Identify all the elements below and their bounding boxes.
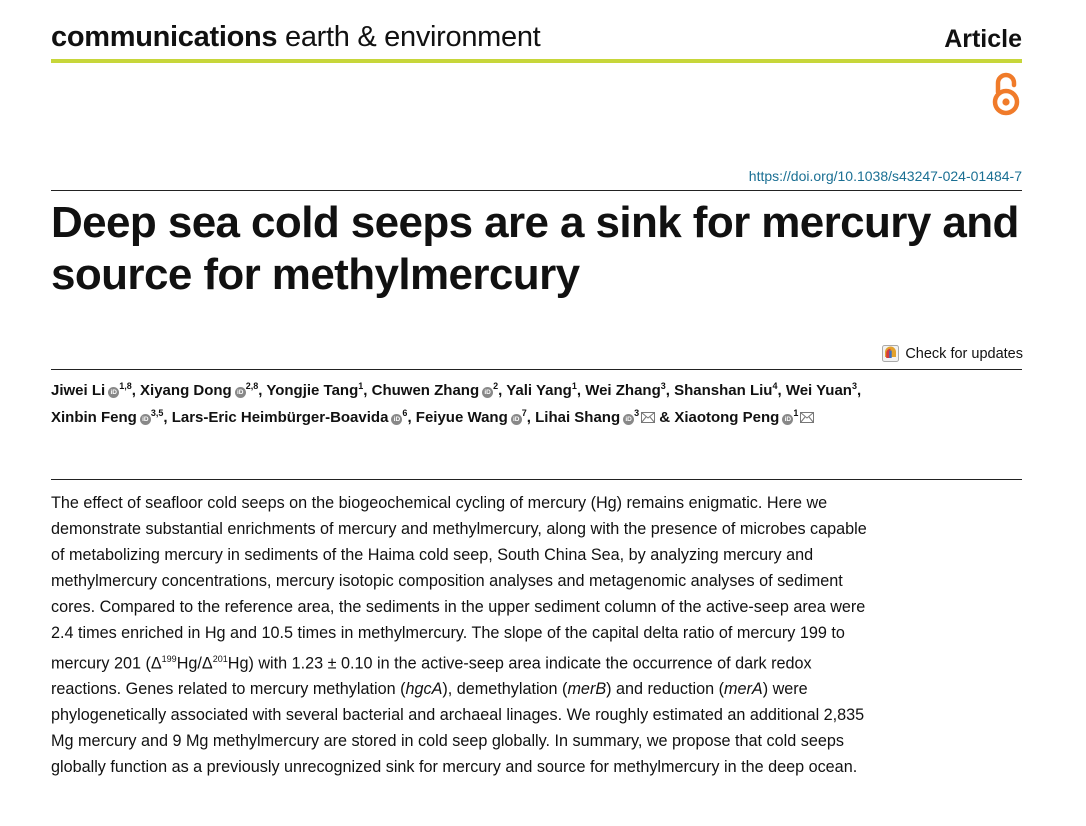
author-affiliation: 4 xyxy=(772,381,778,391)
author-affiliation: 1,8 xyxy=(119,381,132,391)
orcid-icon[interactable]: iD xyxy=(235,387,246,398)
author-item[interactable] xyxy=(585,382,666,399)
author-item[interactable] xyxy=(674,382,777,399)
open-access-icon xyxy=(985,70,1025,118)
abstract-divider xyxy=(51,479,1022,480)
author-affiliation: 6 xyxy=(402,408,408,418)
orcid-icon[interactable]: iD xyxy=(140,414,151,425)
abstract-text: ), demethylation ( xyxy=(442,680,568,699)
author-item[interactable] xyxy=(416,409,527,426)
journal-name xyxy=(51,18,540,56)
journal-name-bold: communications xyxy=(51,21,278,53)
author-name: Jiwei Li xyxy=(51,382,106,399)
authors-divider xyxy=(51,369,1022,370)
orcid-icon[interactable]: iD xyxy=(782,414,793,425)
author-name: Xinbin Feng xyxy=(51,409,137,426)
author-affiliation: 1 xyxy=(793,408,799,418)
abstract-text: Hg/Δ xyxy=(176,654,213,673)
journal-name-light: earth & environment xyxy=(285,21,541,53)
author-name: Xiyang Dong xyxy=(140,382,232,399)
article-type: Article xyxy=(944,25,1022,53)
author-item[interactable] xyxy=(51,382,132,399)
gene-name: merA xyxy=(724,680,763,699)
orcid-icon[interactable]: iD xyxy=(623,414,634,425)
author-list: Jiwei Li iD$^{1,8}$, Xiyang Dong iD$^{2,8}$, Yongjie Tang$^1$, Chuwen Zhang $iD^2$, Yali Yang$^1$, Wei Zhang$^3$, Shanshan Liu$^4$, Wei Yuan$^3$, Xinbin Feng iD$^{3,5}$, Lars-Eric Heimbürger-Boavida $iD^6$, Feiyue Wang $iD^7$, Lihai Shang $iD^3$ & Xiaotong Peng $iD^1$ xyxy=(51,381,862,426)
author-name: Yongjie Tang xyxy=(266,382,359,399)
check-updates-button[interactable] xyxy=(882,345,1023,362)
author-item[interactable] xyxy=(51,409,163,426)
author-name: Wei Yuan xyxy=(785,382,852,399)
author-affiliation: 2,8 xyxy=(245,381,259,391)
author-item[interactable] xyxy=(506,382,577,399)
author-affiliation: 7 xyxy=(521,408,527,418)
orcid-icon[interactable]: iD xyxy=(108,387,119,398)
orcid-icon[interactable]: iD xyxy=(391,414,402,425)
author-name: Feiyue Wang xyxy=(415,409,508,426)
orcid-icon[interactable]: iD xyxy=(511,414,522,425)
abstract-text: The effect of seafloor cold seeps on the biogeochemical cycling of mercury (Hg) remains enigmatic. Here we demonstrate substantial enrichments of mercury and methylmercury, along with the presence of microbes capable of metabolizing mercury in sediments of the Haima cold seep, South China Sea, by analyzing mercury and methylmercury concentrations, mercury isotopic composition analyses and metagenomic analyses of sediment cores. Compared to the reference area, the sediments in the upper sediment column of the active-seep area were 2.4 times enriched in Hg and 10.5 times in methylmercury. The slope of the capital delta ratio of mercury 199 to mercury 201 (Δ xyxy=(51,494,867,673)
author-name: Yali Yang xyxy=(506,382,572,399)
author-affiliation: 1 xyxy=(358,381,364,391)
author-item[interactable] xyxy=(140,382,258,399)
author-item[interactable] xyxy=(172,409,408,426)
email-icon[interactable] xyxy=(800,412,814,423)
gene-name: merB xyxy=(567,680,607,699)
author-item[interactable] xyxy=(786,382,857,399)
gene-name: hgcA xyxy=(405,680,443,699)
author-name: Lars-Eric Heimbürger-Boavida xyxy=(171,409,389,426)
check-updates-label: Check for updates xyxy=(905,345,1023,362)
author-affiliation: 3,5 xyxy=(150,408,164,418)
author-affiliation: 3 xyxy=(660,381,666,391)
author-name: Shanshan Liu xyxy=(674,382,773,399)
author-affiliation: 3 xyxy=(634,408,640,418)
author-name: Xiaotong Peng xyxy=(674,409,780,426)
abstract xyxy=(51,490,881,780)
author-item[interactable] xyxy=(266,382,363,399)
author-affiliation: 3 xyxy=(851,381,857,391)
doi-link[interactable]: https://doi.org/10.1038/s43247-024-01484-7 xyxy=(748,168,1022,184)
abstract-sup: 199 xyxy=(161,654,177,664)
author-item[interactable] xyxy=(372,382,499,399)
email-icon[interactable] xyxy=(641,412,655,423)
abstract-text: ) and reduction ( xyxy=(606,680,725,699)
author-name: Wei Zhang xyxy=(585,382,661,399)
author-affiliation: 1 xyxy=(571,381,577,391)
author-item[interactable] xyxy=(674,409,814,426)
check-updates-icon xyxy=(882,345,899,362)
author-item[interactable] xyxy=(535,409,655,426)
title-divider xyxy=(51,190,1022,191)
abstract-sup: 201 xyxy=(212,654,228,664)
paper-title: Deep sea cold seeps are a sink for mercury and source for methylmercury xyxy=(51,198,1019,299)
author-name: Chuwen Zhang xyxy=(371,382,480,399)
author-affiliation: 2 xyxy=(493,381,499,391)
author-name: Lihai Shang xyxy=(535,409,621,426)
abstract-text: Hg) with 1.23 ± 0.10 in the active-seep area indicate the occurrence of dark redox reactions. Genes related to mercury methylation ( xyxy=(51,654,812,699)
abstract-text: ) were phylogenetically associated with several bacterial and archaeal linages. We roughly estimated an additional 2,835 Mg mercury and 9 Mg methylmercury are stored in cold seep globally. In summary, we propose that cold seeps globally function as a previously unrecognized sink for mercury and source for methylmercury in the deep ocean. xyxy=(51,680,865,777)
header-divider xyxy=(51,59,1022,63)
orcid-icon[interactable]: iD xyxy=(482,387,493,398)
